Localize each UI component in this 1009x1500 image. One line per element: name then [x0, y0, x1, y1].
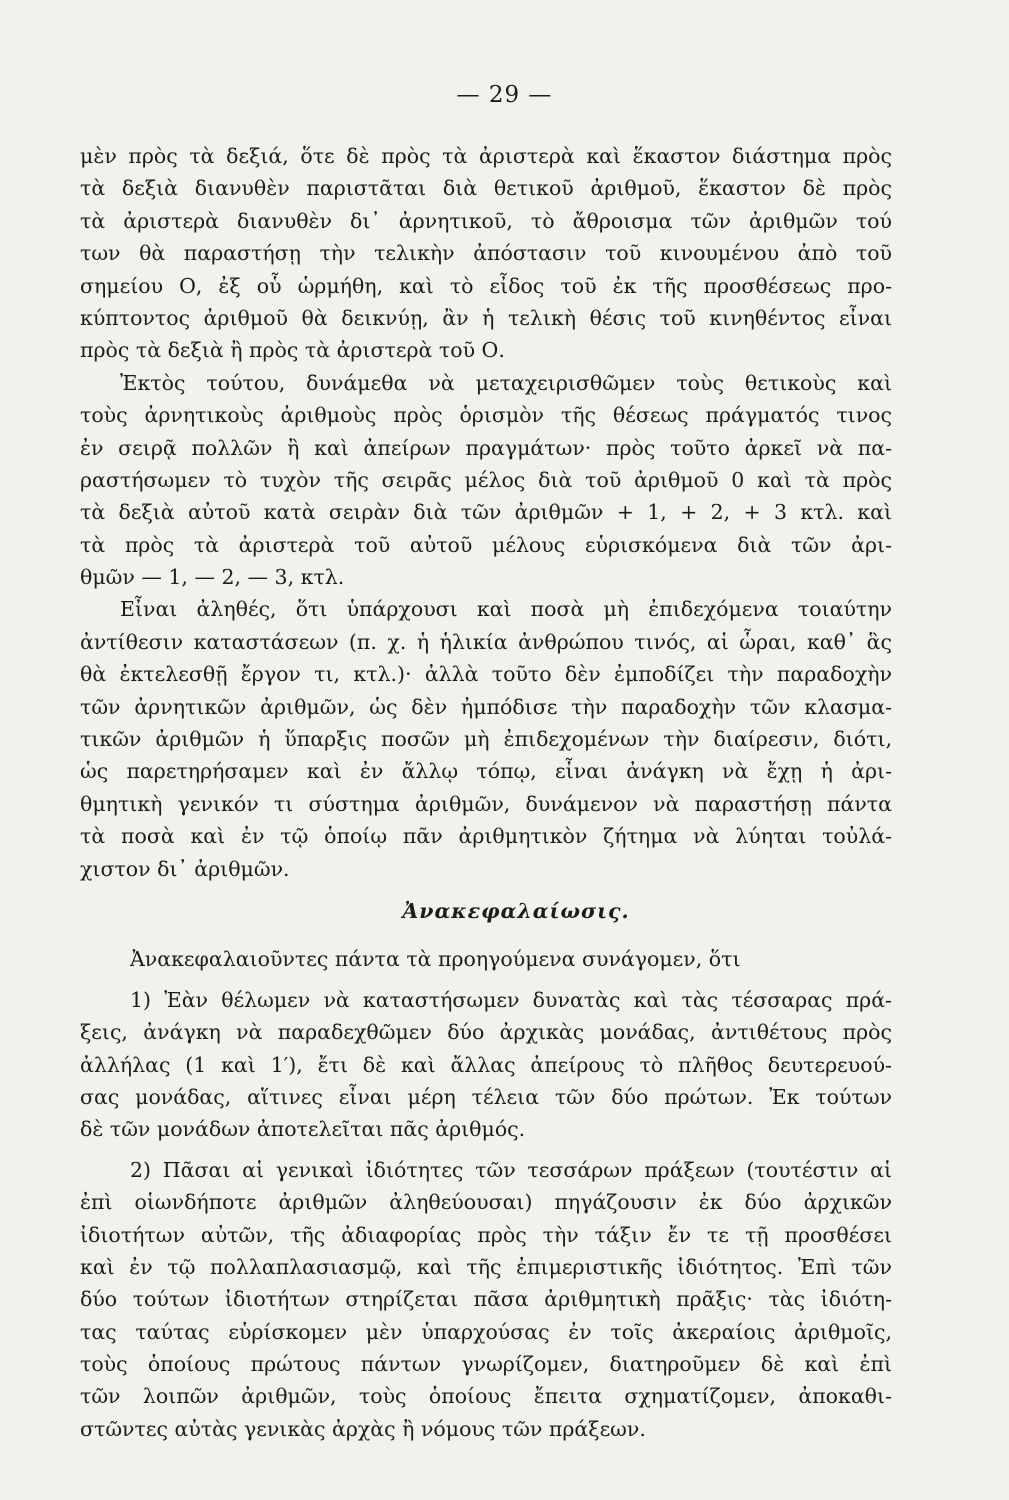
- text-line: ξεις, ἀνάγκη νὰ παραδεχθῶμεν δύο ἀρχικὰς μονάδας, ἀντιθέτους πρὸς: [80, 1020, 892, 1045]
- page-number: — 29 —: [456, 82, 553, 108]
- text-line: 2) Πᾶσαι αἱ γενικαὶ ἰδιότητες τῶν τεσσάρων πράξεων (τουτέστιν αἱ: [130, 1157, 892, 1182]
- text-line: τὰ πρὸς τὰ ἀριστερὰ τοῦ αὐτοῦ μέλους εὑρισκόμενα διὰ τῶν ἀρι-: [80, 532, 892, 557]
- text-line: σημείου Ο, ἐξ οὗ ὡρμήθη, καὶ τὸ εἶδος τοῦ ἐκ τῆς προσθέσεως προ-: [80, 273, 892, 298]
- text-line: πρὸς τὰ δεξιὰ ἢ πρὸς τὰ ἀριστερὰ τοῦ Ο.: [80, 338, 505, 363]
- text-line: Ἐκτὸς τούτου, δυνάμεθα νὰ μεταχειρισθῶμεν τοὺς θετικοὺς καὶ: [120, 370, 892, 395]
- text-line: τῶν λοιπῶν ἀριθμῶν, τοὺς ὁποίους ἔπειτα σχηματίζομεν, ἀποκαθι-: [80, 1384, 892, 1409]
- text-line: ἐπὶ οἱωνδήποτε ἀριθμῶν ἀληθεύουσαι) πηγάζουσιν ἐκ δύο ἀρχικῶν: [80, 1190, 892, 1215]
- text-line: μὲν πρὸς τὰ δεξιά, ὅτε δὲ πρὸς τὰ ἀριστερὰ καὶ ἕκαστον διάστημα πρὸς: [80, 144, 892, 168]
- text-line: ὡς παρετηρήσαμεν καὶ ἐν ἄλλῳ τόπῳ, εἶναι ἀνάγκη νὰ ἔχῃ ἡ ἀρι-: [80, 759, 892, 784]
- text-line: τοὺς ἀρνητικοὺς ἀριθμοὺς πρὸς ὁρισμὸν τῆς θέσεως πράγματός τινος: [80, 403, 892, 428]
- text-line: τοὺς ὁποίους πρώτους πάντων γνωρίζομεν, διατηροῦμεν δὲ καὶ ἐπὶ: [80, 1352, 892, 1377]
- intro-line: Ἀνακεφαλαιοῦντες πάντα τὰ προηγούμενα συνάγομεν, ὅτι: [130, 947, 741, 972]
- section-heading: Ἀνακεφαλαίωσις.: [402, 898, 630, 923]
- list-item-1: [80, 984, 892, 1146]
- text-line: σας μονάδας, αἵτινες εἶναι μέρη τέλεια τῶν δύο πρώτων. Ἐκ τούτων: [80, 1084, 892, 1109]
- text-line: θμῶν — 1, — 2, — 3, κτλ.: [80, 565, 345, 590]
- text-line: δύο τούτων ἰδιοτήτων στηρίζεται πᾶσα ἀριθμητικὴ πρᾶξις· τὰς ἰδιότη-: [80, 1287, 892, 1312]
- text-line: τὰ ἀριστερὰ διανυθὲν δι᾽ ἀρνητικοῦ, τὸ ἄθροισμα τῶν ἀριθμῶν τού: [80, 208, 892, 233]
- text-line: στῶντες αὐτὰς γενικὰς ἀρχὰς ἢ νόμους τῶν πράξεων.: [80, 1416, 646, 1441]
- text-line: κύπτοντος ἀριθμοῦ θὰ δεικνύῃ, ἂν ἡ τελικὴ θέσις τοῦ κινηθέντος εἶναι: [80, 305, 892, 330]
- text-line: ἐν σειρᾷ πολλῶν ἢ καὶ ἀπείρων πραγμάτων· πρὸς τοῦτο ἀρκεῖ νὰ πα-: [80, 435, 892, 460]
- text-line: ἰδιοτήτων αὐτῶν, τῆς ἀδιαφορίας πρὸς τὴν τάξιν ἔν τε τῇ προσθέσει: [80, 1222, 892, 1247]
- text-line: 1) Ἐὰν θέλωμεν νὰ καταστήσωμεν δυνατὰς καὶ τὰς τέσσαρας πρά-: [130, 987, 892, 1012]
- paragraph-2: [80, 367, 892, 594]
- text-line: τὰ ποσὰ καὶ ἐν τῷ ὁποίῳ πᾶν ἀριθμητικὸν ζήτημα νὰ λύηται τοὐλά-: [80, 824, 892, 849]
- text-line: χιστον δι᾽ ἀριθμῶν.: [80, 856, 290, 881]
- paragraph-3: [80, 593, 892, 885]
- text-line: ἀντίθεσιν καταστάσεων (π. χ. ἡ ἡλικία ἀνθρώπου τινός, αἱ ὧραι, καθ᾽ ἃς: [80, 629, 892, 654]
- text-line: δὲ τῶν μονάδων ἀποτελεῖται πᾶς ἀριθμός.: [80, 1117, 526, 1142]
- text-line: θμητικὴ γενικόν τι σύστημα ἀριθμῶν, δυνάμενον νὰ παραστήσῃ πάντα: [80, 791, 892, 816]
- text-line: ἀλλήλας (1 καὶ 1′), ἔτι δὲ καὶ ἄλλας ἀπείρους τὸ πλῆθος δευτερευού-: [80, 1052, 892, 1077]
- text-line: τικῶν ἀριθμῶν ἡ ὕπαρξις ποσῶν μὴ ἐπιδεχομένων τὴν διαίρεσιν, διότι,: [80, 727, 892, 752]
- text-line: των θὰ παραστήσῃ τὴν τελικὴν ἀπόστασιν τοῦ κινουμένου ἀπὸ τοῦ: [80, 241, 892, 266]
- text-line: καὶ ἐν τῷ πολλαπλασιασμῷ, καὶ τῆς ἐπιμεριστικῆς ἰδιότητος. Ἐπὶ τῶν: [80, 1254, 892, 1279]
- text-line: τας ταύτας εὑρίσκομεν μὲν ὑπαρχούσας ἐν τοῖς ἀκεραίοις ἀριθμοῖς,: [80, 1319, 892, 1344]
- body-text: [80, 140, 892, 1445]
- paragraph-1: [80, 140, 892, 367]
- text-line: τὰ δεξιὰ αὐτοῦ κατὰ σειρὰν διὰ τῶν ἀριθμῶν + 1, + 2, + 3 κτλ. καὶ: [80, 500, 892, 525]
- text-line: Εἶναι ἀληθές, ὅτι ὑπάρχουσι καὶ ποσὰ μὴ ἐπιδεχόμενα τοιαύτην: [120, 597, 892, 622]
- text-line: ραστήσωμεν τὸ τυχὸν τῆς σειρᾶς μέλος διὰ τοῦ ἀριθμοῦ 0 καὶ τὰ πρὸς: [80, 467, 892, 492]
- text-line: θὰ ἐκτελεσθῇ ἔργον τι, κτλ.)· ἀλλὰ τοῦτο δὲν ἐμποδίζει τὴν παραδοχὴν: [80, 662, 892, 687]
- text-line: τὰ δεξιὰ διανυθὲν παριστᾶται διὰ θετικοῦ ἀριθμοῦ, ἕκαστον δὲ πρὸς: [80, 176, 892, 201]
- list-item-2: [80, 1154, 892, 1446]
- text-line: τῶν ἀρνητικῶν ἀριθμῶν, ὡς δὲν ἠμπόδισε τὴν παραδοχὴν τῶν κλασμα-: [80, 694, 892, 719]
